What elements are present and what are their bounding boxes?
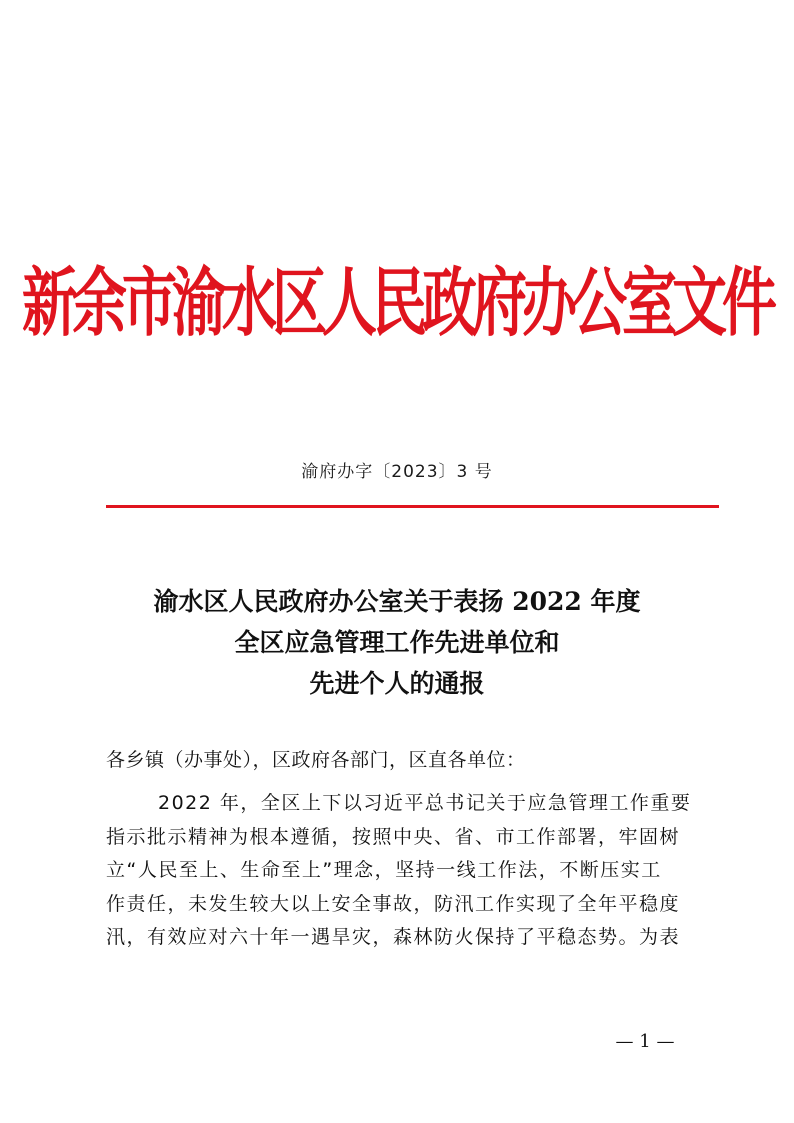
page-number: — 1 — <box>615 1031 675 1052</box>
document-title-line: 全区应急管理工作先进单位和 <box>234 628 560 657</box>
body-line: 2022 年，全区上下以习近平总书记关于应急管理工作重要 <box>158 792 692 814</box>
body-line: 指示批示精神为根本遵循，按照中央、省、市工作部署，牢固树 <box>106 825 681 848</box>
document-title <box>0 581 794 704</box>
body-paragraph <box>106 787 706 955</box>
document-title-line: 渝水区人民政府办公室关于表扬 2022 年度 <box>153 587 641 616</box>
document-number: 渝府办字〔2023〕3 号 <box>301 462 493 482</box>
body-line: 立“人民至上、生命至上”理念，坚持一线工作法，不断压实工 <box>106 859 662 881</box>
body-line: 作责任，未发生较大以上安全事故，防汛工作实现了全年平稳度 <box>106 892 681 915</box>
red-divider-rule <box>106 505 719 508</box>
salutation: 各乡镇（办事处），区政府各部门，区直各单位： <box>106 749 526 771</box>
document-title-line: 先进个人的通报 <box>309 669 485 698</box>
body-line: 汛，有效应对六十年一遇旱灾，森林防火保持了平稳态势。为表 <box>106 926 681 948</box>
masthead-title: 新余市渝水区人民政府办公室文件 <box>21 258 772 347</box>
